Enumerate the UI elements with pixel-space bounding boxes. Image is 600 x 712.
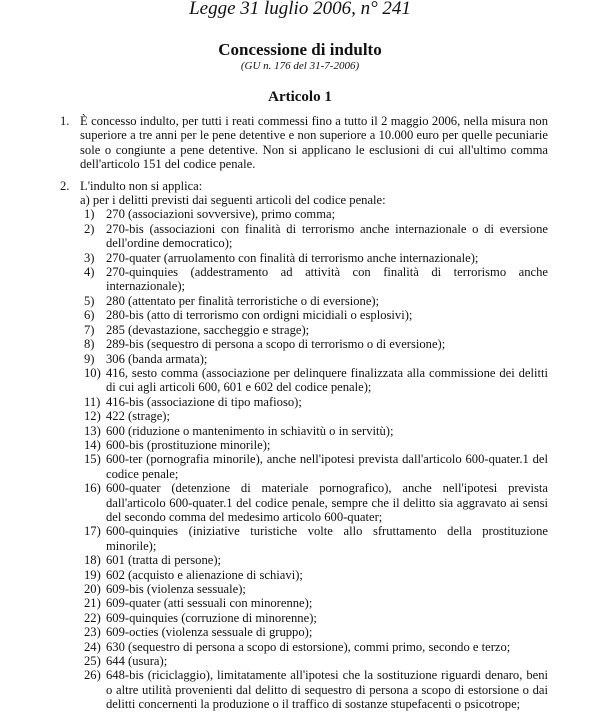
list-item-text: 648-bis (riciclaggio), limitatamente all'ipotesi che la sostituzione riguardi denaro, beni o altre utilità provenienti dal delitto di sequestro di persona a scopo di estorsione o dai delitti concernenti la produzione o il traffico di sostanze stupefacenti o psicotrope; [106, 668, 548, 712]
list-item [80, 582, 548, 596]
list-item-number: 1) [84, 207, 95, 222]
list-item-text: 609-octies (violenza sessuale di gruppo); [106, 625, 313, 640]
list-item-text: 609-bis (violenza sessuale); [106, 582, 246, 596]
list-item [80, 452, 548, 481]
list-item-number: 7) [84, 322, 95, 337]
list-item [80, 308, 548, 322]
list-item-number: 16) [84, 481, 101, 496]
list-item [80, 568, 548, 582]
list-item-number: 15) [84, 452, 101, 467]
list-item-text: 609-quater (atti sessuali con minorenne); [106, 596, 313, 611]
paragraph-number: 1. [60, 114, 70, 128]
list-item-text: 306 (banda armata); [106, 351, 208, 366]
list-item [80, 524, 548, 553]
list-item-text: 289-bis (sequestro di persona a scopo di terrorismo o di eversione); [106, 337, 446, 352]
document-title: Concessione di indulto [218, 40, 382, 59]
list-item [80, 668, 548, 711]
list-item-number: 6) [84, 308, 95, 323]
list-item-number: 26) [84, 668, 101, 683]
article-heading: Articolo 1 [268, 89, 332, 105]
list-item [80, 654, 548, 668]
list-item-number: 17) [84, 524, 101, 539]
subsection-a: a) per i delitti previsti dai seguenti articoli del codice penale: [80, 193, 386, 208]
list-item-text: 285 (devastazione, saccheggio e strage); [106, 322, 310, 337]
list-item-number: 2) [84, 221, 95, 236]
list-item-text: 600-ter (pornografia minorile), anche nell'ipotesi prevista dall'articolo 600-quater.1 del codice penale; [106, 452, 548, 481]
list-item-number: 3) [84, 250, 95, 265]
list-item [80, 294, 548, 308]
list-item [80, 424, 548, 438]
list-item [80, 481, 548, 524]
list-item-text: 600 (riduzione o mantenimento in schiavitù o in servitù); [106, 423, 394, 438]
list-item [80, 323, 548, 337]
list-item-number: 22) [84, 610, 101, 625]
list-item-number: 9) [84, 351, 95, 366]
paragraph-1 [60, 114, 548, 172]
list-item-text: 644 (usura); [106, 654, 168, 669]
list-item-number: 19) [84, 567, 101, 582]
list-item-text: 270-quater (arruolamento con finalità di terrorismo anche internazionale); [106, 250, 479, 265]
list-item-text: 416, sesto comma (associazione per delinquere finalizzata alla commissione dei delitti di cui agli articoli 600, 601 e 602 del codice penale); [106, 365, 548, 395]
list-item-text: 600-bis (prostituzione minorile); [106, 437, 271, 452]
article-body [60, 114, 548, 712]
list-item-number: 14) [84, 437, 101, 452]
list-item [80, 553, 548, 567]
list-item-number: 21) [84, 596, 101, 611]
list-item [80, 366, 548, 395]
list-item [80, 251, 548, 265]
list-item-text: 600-quinquies (iniziative turistiche volte allo sfruttamento della prostituzione minorile); [106, 524, 548, 553]
list-item-text: 270-quinquies (addestramento ad attività con finalità di terrorismo anche internazionale); [106, 265, 548, 294]
list-item [80, 265, 548, 294]
list-item-text: 270-bis (associazioni con finalità di terrorismo anche internazionale o di eversione dell'ordine democratico); [106, 221, 548, 251]
list-item [80, 352, 548, 366]
list-item-number: 24) [84, 639, 101, 654]
list-item-text: 280 (attentato per finalità terroristiche o di eversione); [106, 293, 380, 308]
list-item [80, 409, 548, 423]
list-item-text: 630 (sequestro di persona a scopo di estorsione), commi primo, secondo e terzo; [106, 639, 511, 654]
list-item-number: 4) [84, 265, 95, 280]
list-item [80, 596, 548, 610]
paragraph-number: 2. [60, 178, 70, 193]
list-item [80, 207, 548, 221]
list-item-text: 601 (tratta di persone); [106, 553, 222, 568]
list-item-text: 280-bis (atto di terrorismo con ordigni micidiali o esplosivi); [106, 308, 413, 323]
list-item [80, 625, 548, 639]
list-item-number: 18) [84, 553, 101, 568]
list-item [80, 640, 548, 654]
list-item-number: 12) [84, 409, 101, 424]
list-item-text: 422 (strage); [106, 409, 170, 424]
list-item-number: 11) [84, 394, 101, 409]
list-item-number: 23) [84, 625, 101, 640]
list-item-text: 600-quater (detenzione di materiale pornografico), anche nell'ipotesi prevista dall'articolo 600-quater.1 del codice penale, sempre che il delitto sia aggravato ai sensi del secondo comma del medesimo articolo 600-quater; [106, 481, 548, 524]
law-title: Legge 31 luglio 2006, n° 241 [189, 0, 411, 19]
list-item-text: 609-quinquies (corruzione di minorenne); [106, 610, 317, 625]
list-item-number: 10) [84, 365, 101, 380]
list-item-text: 602 (acquisto e alienazione di schiavi); [106, 567, 303, 582]
list-item [80, 611, 548, 625]
paragraph-2 [60, 179, 548, 712]
paragraph-text: È concesso indulto, per tutti i reati commessi fino a tutto il 2 maggio 2006, nella misura non superiore a tre anni per le pene detentive e non superiore a 10.000 euro per quelle pecuniarie sole o congiunte a pene detentive. Non si applicano le esclusioni di cui all'ultimo comma dell'articolo 151 del codice penale. [80, 114, 548, 172]
list-item-number: 8) [84, 337, 95, 352]
paragraph-intro: L'indulto non si applica: [80, 178, 203, 193]
list-item-number: 13) [84, 423, 101, 438]
list-item [80, 337, 548, 351]
list-item-number: 5) [84, 293, 95, 308]
gazette-reference: (GU n. 176 del 31-7-2006) [240, 60, 360, 72]
list-item [80, 395, 548, 409]
crime-article-list [80, 207, 548, 711]
list-item-number: 25) [84, 654, 101, 669]
list-item [80, 438, 548, 452]
list-item [80, 222, 548, 251]
list-item-number: 20) [84, 582, 101, 596]
list-item-text: 270 (associazioni sovversive), primo comma; [106, 207, 336, 222]
list-item-text: 416-bis (associazione di tipo mafioso); [106, 394, 302, 409]
